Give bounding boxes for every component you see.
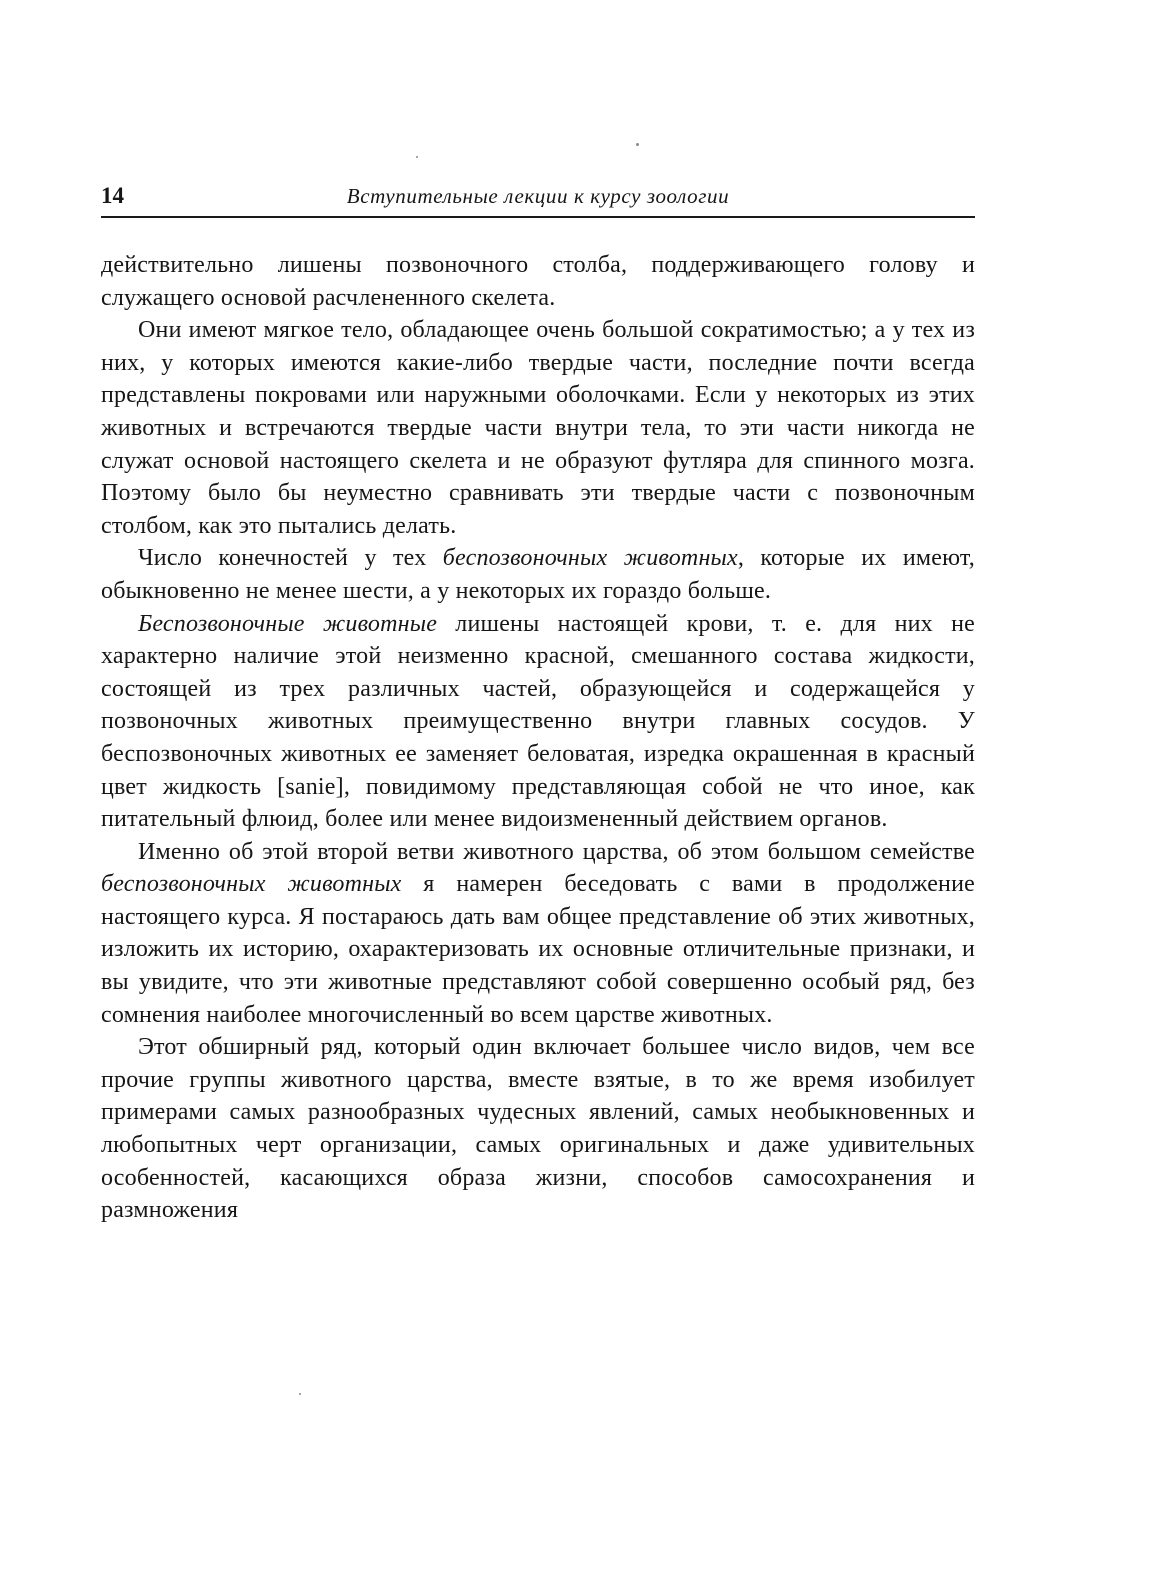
text-run: , которые их имеют, обыкновенно не менее шести, а у некоторых их гораздо больше.	[101, 545, 975, 604]
text-run: Именно об этой второй ветви животного царства, об этом большом семействе	[138, 838, 975, 865]
scan-speck	[636, 143, 639, 146]
text-run: лишены настоящей крови, т. е. для них не характерно наличие этой неизменно красной, смешанного состава жидкости, состоящей из трех различных частей, образующейся и содержащейся у позвоночных животных преимущественно внутри главных сосудов. У беспозвоночных животных ее заменяет беловатая, изредка окрашенная в красный цвет жидкость [sanie], повидимому представляющая собой не что иное, как питательный флюид, более или менее видоизмененный действием органов.	[101, 610, 975, 833]
paragraph	[101, 249, 975, 314]
text-run: действительно лишены позвоночного столба, поддерживающего голову и служащего основой расчлененного скелета.	[101, 252, 975, 311]
paragraph	[101, 836, 975, 1032]
page-number: 14	[101, 183, 124, 208]
paragraph	[101, 314, 975, 542]
paragraph	[101, 1031, 975, 1227]
paragraph	[101, 608, 975, 836]
text-run: Этот обширный ряд, который один включает большее число видов, чем все прочие группы животного царства, вместе взятые, в то же время изобилует примерами самых разнообразных чудесных явлений, самых необыкновенных и любопытных черт организации, самых оригинальных и даже удивительных особенностей, касающихся образа жизни, способов самосохранения и размножения	[101, 1034, 975, 1224]
scan-speck	[416, 156, 418, 158]
italic-term: Беспозвоночные животные	[138, 610, 438, 637]
scan-speck	[299, 1393, 301, 1395]
italic-term: беспозвоночных животных	[442, 545, 738, 572]
paragraph	[101, 542, 975, 607]
italic-term: беспозвоночных животных	[101, 871, 402, 898]
running-title: Вступительные лекции к курсу зоологии	[346, 184, 730, 208]
text-run: Они имеют мягкое тело, обладающее очень большой сократимостью; а у тех из них, у которых имеются какие-либо твердые части, последние почти всегда представлены покровами или наружными оболочками. Если у некоторых из этих животных и встречаются твердые части внутри тела, то эти части никогда не служат основой настоящего скелета и не образуют футляра для спинного мозга. Поэтому было бы неуместно сравнивать эти твердые части с позвоночным столбом, как это пытались делать.	[101, 317, 975, 539]
page-header	[101, 182, 975, 218]
text-run: Число конечностей у тех	[138, 545, 443, 572]
body-text	[101, 249, 975, 1227]
text-run: я намерен беседовать с вами в продолжение настоящего курса. Я постараюсь дать вам общее представление об этих животных, изложить их историю, охарактеризовать их основные отличительные признаки, и вы увидите, что эти животные представляют собой совершенно особый ряд, без сомнения наиболее многочисленный во всем царстве животных.	[101, 871, 975, 1028]
